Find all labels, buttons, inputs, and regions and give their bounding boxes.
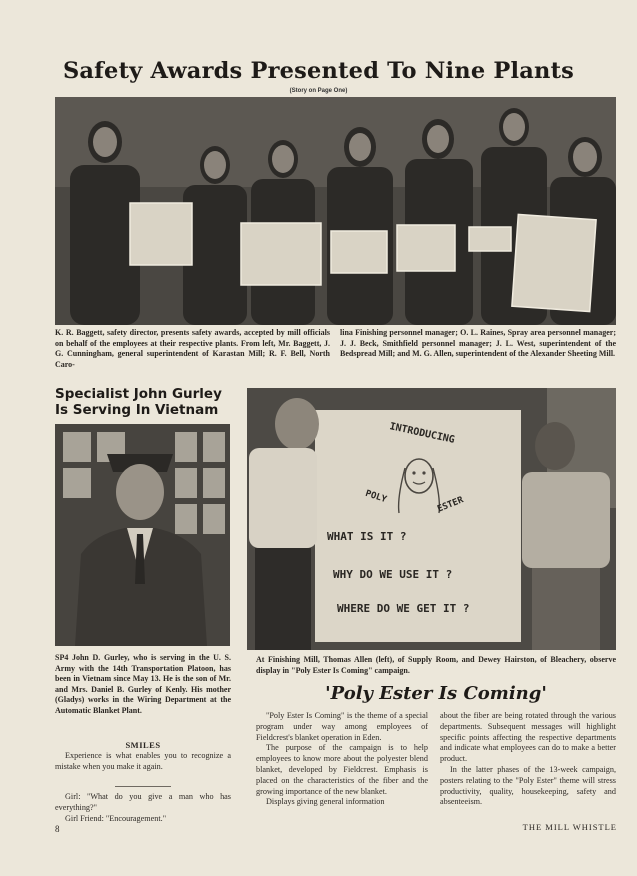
poly-story-col2-p2: In the latter phases of the 13-week campaign, posters relating to the "Poly Ester" theme will stress productivity, quality, housekeeping, safety and absenteeism.: [440, 764, 616, 807]
sign-poly: POLY: [363, 488, 388, 506]
safety-awards-caption-col1: K. R. Baggett, safety director, presents safety awards, accepted by mill officials on behalf of the employees at their respective plants. From left, Mr. Baggett, J. G. Cunningham, general superintendent of Karastan Mill; R. F. Bell, North Caro-: [55, 328, 330, 369]
sign-what-is-it: WHAT IS IT ?: [327, 530, 407, 543]
safety-awards-caption-col2: lina Finishing personnel manager; O. L. Raines, Spray area personnel manager; J. J. Beck, Smithfield personnel manager; J. L. West, superintendent of the Bedspread Mill; and M. G. Allen, superintendent of the Alexander Sheeting Mill.: [340, 328, 616, 358]
page-number: 8: [55, 824, 60, 834]
smiles-joke-1: [55, 751, 231, 773]
poly-story-col1-p1: "Poly Ester Is Coming" is the theme of a special program under way among employees of Fieldcrest's blanket operation in Eden.: [256, 711, 428, 742]
smiles-joke-1-text: Experience is what enables you to recognize a mistake when you make it again.: [55, 751, 231, 771]
sign-ester: ESTER: [436, 495, 465, 515]
sign-why-do-we-use-it: WHY DO WE USE IT ?: [333, 568, 453, 581]
poly-ester-photo-caption: At Finishing Mill, Thomas Allen (left), of Supply Room, and Dewey Hairston, of Bleachery, observe display in "Poly Ester Is Coming" campaign.: [256, 655, 616, 675]
poly-ester-story-title: 'Poly Ester Is Coming': [325, 683, 547, 704]
smiles-heading: SMILES: [125, 740, 161, 750]
poly-story-col2-p1: about the fiber are being rotated through the various departments. Subsequent messages will highlight specific points affecting the respective departments and indicate what employees can do to make a better product.: [440, 711, 616, 764]
safety-awards-photo-illustration: [55, 97, 616, 325]
sign-where-do-we-get-it: WHERE DO WE GET IT ?: [337, 602, 470, 615]
gurley-portrait-photo: [55, 424, 230, 646]
page-headline: Safety Awards Presented To Nine Plants: [62, 58, 575, 84]
gurley-portrait-illustration: [55, 424, 230, 646]
poly-ester-story-col1: [256, 711, 428, 808]
smiles-joke-2: [55, 792, 231, 824]
gurley-caption: SP4 John D. Gurley, who is serving in the U. S. Army with the 14th Transportation Platoon, has been in Vietnam since May 13. He is the son of Mr. and Mrs. Daniel B. Gurley of Kenly. His mother (Gladys) works in the Wiring Department at the Automatic Blanket Plant.: [55, 653, 231, 715]
smiles-joke-2-line2: Girl Friend: "Encouragement.": [65, 813, 167, 823]
smiles-joke-2-line1: Girl: "What do you give a man who has everything?": [55, 792, 231, 812]
poly-ester-display-photo: [247, 388, 616, 650]
poly-story-col1-p3: Displays giving general information: [266, 797, 385, 807]
safety-awards-photo: [55, 97, 616, 325]
sign-introducing: INTRODUCING: [388, 421, 456, 446]
poly-ester-story-col2: [440, 711, 616, 808]
gurley-headline: [55, 386, 245, 418]
smiles-divider: [115, 786, 171, 787]
gurley-headline-line2: Is Serving In Vietnam: [55, 402, 219, 418]
story-reference-note: (Story on Page One): [289, 88, 348, 94]
gurley-headline-line1: Specialist John Gurley: [55, 386, 222, 402]
publication-name: THE MILL WHISTLE: [522, 822, 617, 832]
poly-story-col1-p2: The purpose of the campaign is to help employees to know more about the polyester blend blanket, developed by Fieldcrest. Emphasis is placed on the characteristics of the fiber and the growing importance of the new blanket.: [256, 743, 428, 796]
